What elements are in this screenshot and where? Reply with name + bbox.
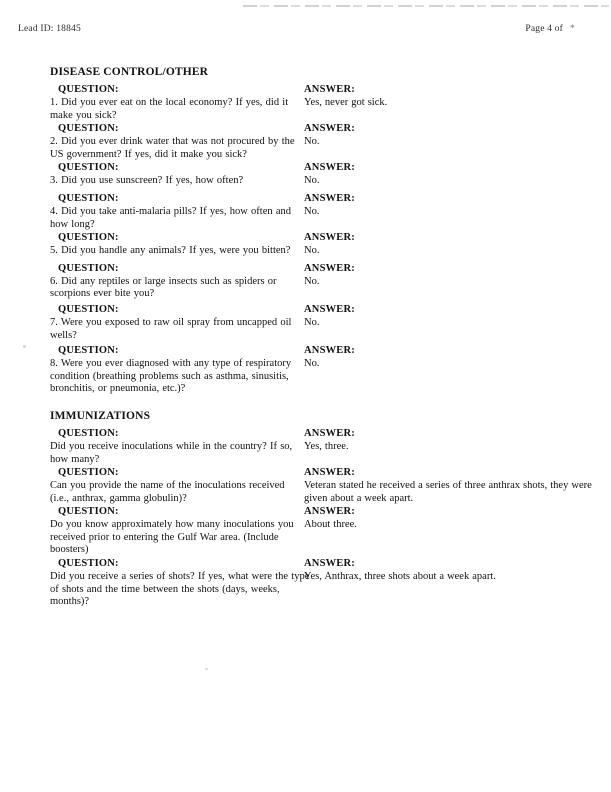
page-number-label [525, 24, 593, 34]
answer-text: About three. [304, 519, 357, 531]
question-label: QUESTION: [58, 427, 119, 439]
qa-row [50, 428, 578, 466]
section-immunizations [50, 409, 592, 609]
question-text: 6. Did any reptiles or large insects such as spiders or scorpions ever bite you? [50, 275, 277, 300]
qa-body [50, 276, 578, 301]
question-label: QUESTION: [58, 506, 119, 518]
question-text: 3. Did you use sunscreen? If yes, how often? [50, 175, 244, 187]
qa-label-row [50, 304, 578, 317]
qa-row [50, 232, 578, 258]
qa-row [50, 162, 578, 188]
question-text: 2. Did you ever drink water that was not procured by the US government? If yes, did it make you sick? [50, 136, 295, 160]
qa-body [50, 358, 578, 396]
qa-body [50, 571, 578, 609]
qa-body [50, 441, 578, 466]
answer-label: ANSWER: [304, 262, 355, 274]
qa-body [50, 317, 578, 342]
answer-text: No. [304, 316, 320, 328]
document-header [18, 24, 593, 34]
question-text: Did you receive inoculations while in the country? If so, how many? [50, 440, 293, 465]
qa-row [50, 263, 578, 301]
answer-label: ANSWER: [304, 84, 355, 95]
scan-artifact-speck [23, 345, 26, 348]
qa-label-row [50, 345, 578, 358]
section-heading: DISEASE CONTROL/OTHER [50, 66, 209, 78]
answer-label: ANSWER: [304, 232, 355, 244]
answer-label: ANSWER: [304, 467, 355, 479]
qa-body [50, 175, 578, 188]
question-label: QUESTION: [58, 345, 119, 357]
answer-text: Yes, never got sick. [304, 97, 388, 108]
question-text: 4. Did you take anti-malaria pills? If yes, how often and how long? [50, 205, 292, 230]
qa-row [50, 193, 578, 231]
qa-label-row [50, 232, 578, 245]
qa-body [50, 245, 578, 258]
answer-label: ANSWER: [304, 558, 355, 570]
answer-label: ANSWER: [304, 123, 355, 135]
qa-body [50, 97, 578, 122]
section-heading: IMMUNIZATIONS [50, 409, 151, 422]
qa-body [50, 206, 578, 231]
qa-row [50, 345, 578, 396]
question-text: Can you provide the name of the inoculations received (i.e., anthrax, gamma globulin)? [50, 480, 285, 504]
qa-label-row [50, 123, 578, 136]
answer-text: No. [304, 275, 320, 287]
answer-text: No. [304, 175, 320, 187]
qa-row [50, 84, 578, 122]
question-label: QUESTION: [58, 558, 119, 570]
section-disease-control [50, 66, 578, 396]
question-label: QUESTION: [58, 467, 119, 479]
question-text: 5. Did you handle any animals? If yes, were you bitten? [50, 245, 291, 257]
qa-row [50, 304, 578, 342]
question-text: Do you know approximately how many inoculations you received prior to entering the Gulf War area. (Include boosters) [50, 519, 294, 556]
question-label: QUESTION: [58, 192, 119, 204]
question-text: Did you receive a series of shots? If yes, what were the type of shots and the time between the shots (days, weeks, months)? [50, 571, 310, 608]
qa-row [50, 506, 578, 557]
qa-label-row [50, 428, 578, 441]
qa-row [50, 123, 578, 161]
answer-text: Yes, Anthrax, three shots about a week apart. [304, 571, 496, 583]
answer-label: ANSWER: [304, 345, 355, 357]
qa-row [50, 467, 592, 505]
qa-label-row [50, 263, 578, 276]
page-number-trailing-mark: * [570, 24, 575, 34]
question-label: QUESTION: [58, 162, 119, 174]
question-text: 7. Were you exposed to raw oil spray from uncapped oil wells? [50, 316, 292, 341]
question-label: QUESTION: [58, 232, 119, 244]
question-text: 8. Were you ever diagnosed with any type of respiratory condition (breathing problems such as asthma, sinusitis, bronchitis, or pneumonia, etc.)? [50, 358, 292, 395]
answer-text: No. [304, 245, 320, 257]
answer-text: No. [304, 358, 320, 370]
answer-text: No. [304, 205, 320, 217]
answer-text: Yes, three. [304, 440, 349, 452]
question-label: QUESTION: [58, 262, 119, 274]
lead-id-label: Lead ID: 18845 [18, 24, 81, 34]
qa-label-row [50, 162, 578, 175]
qa-body [50, 519, 578, 557]
qa-label-row [50, 84, 578, 97]
qa-label-row [50, 558, 578, 571]
qa-label-row [50, 506, 578, 519]
answer-text: No. [304, 136, 320, 148]
qa-body [50, 136, 578, 161]
question-label: QUESTION: [58, 303, 119, 315]
document-body [50, 66, 592, 610]
answer-label: ANSWER: [304, 192, 355, 204]
page-number-text: Page 4 of [525, 24, 564, 34]
answer-text: Veteran stated he received a series of three anthrax shots, they were given about a week apart. [304, 480, 592, 504]
scan-artifact-speck [205, 668, 208, 670]
qa-row [50, 558, 578, 609]
question-text: 1. Did you ever eat on the local economy? If yes, did it make you sick? [50, 97, 289, 121]
scan-artifact-streak [243, 5, 609, 7]
question-label: QUESTION: [58, 123, 119, 135]
qa-body [50, 480, 592, 505]
qa-label-row [50, 193, 578, 206]
qa-label-row [50, 467, 578, 480]
answer-label: ANSWER: [304, 162, 355, 174]
answer-label: ANSWER: [304, 427, 355, 439]
answer-label: ANSWER: [304, 506, 355, 518]
answer-label: ANSWER: [304, 303, 355, 315]
question-label: QUESTION: [58, 84, 119, 95]
